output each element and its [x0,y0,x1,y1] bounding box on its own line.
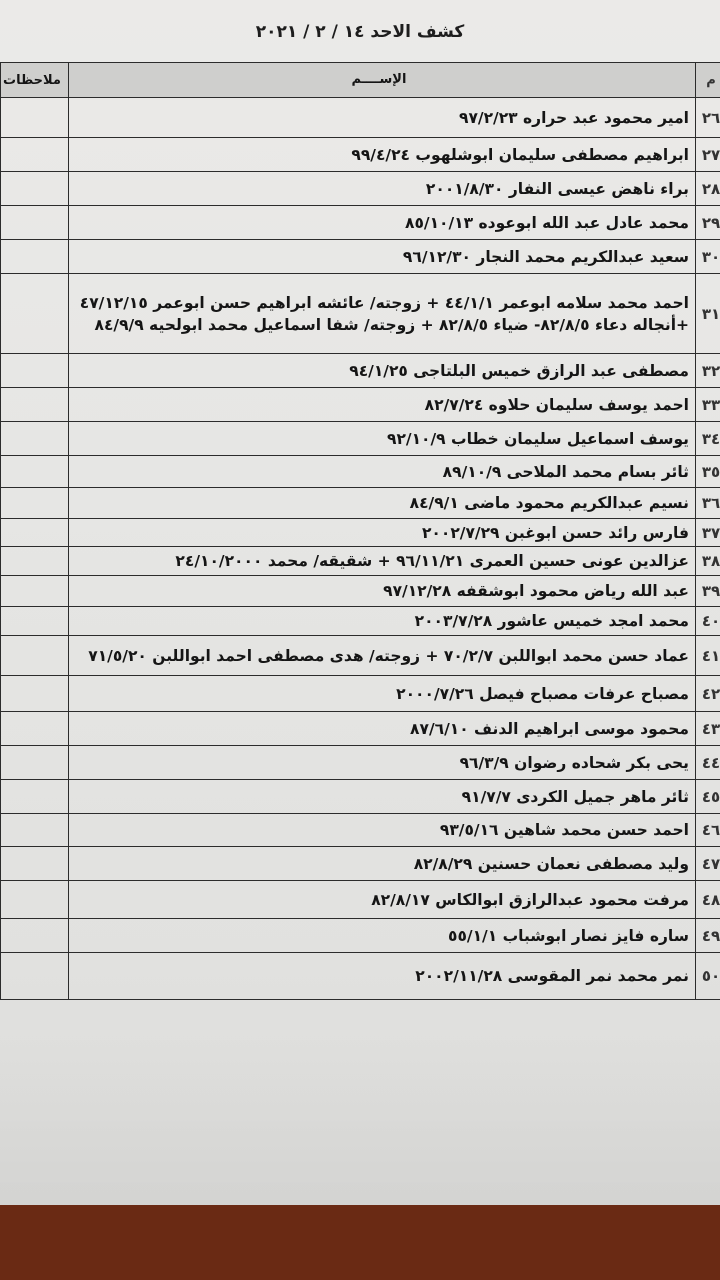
row-number: ٤٨ [696,881,720,919]
table-row [1,746,720,780]
table-row [1,814,720,847]
row-name: يحى بكر شحاده رضوان ٩٦/٣/٩ [69,746,696,780]
page-title: كشف الاحد ١٤ / ٢ / ٢٠٢١ [255,22,465,42]
row-name: نسيم عبدالكريم محمود ماضى ٨٤/٩/١ [69,488,696,519]
row-number: ٤٤ [696,746,720,780]
row-name: احمد محمد سلامه ابوعمر ٤٤/١/١ + زوجته/ عائشه ابراهيم حسن ابوعمر ٤٧/١٢/١٥ +أنجاله دعاء ٨٢/٨/٥- ضياء ٨٢/٨/٥ + زوجته/ شفا اسماعيل محمد ابولحيه ٨٤/٩/٩ [69,274,696,354]
row-number: ٣٣ [696,388,720,422]
row-notes [1,206,69,240]
table-row [1,98,720,138]
row-name: يوسف اسماعيل سليمان خطاب ٩٢/١٠/٩ [69,422,696,456]
row-notes [1,98,69,138]
row-number: ٣٤ [696,422,720,456]
row-notes [1,274,69,354]
row-number: ٤٣ [696,712,720,746]
table-row [1,576,720,607]
row-name: ثائر ماهر جميل الكردى ٩١/٧/٧ [69,780,696,814]
table-row [1,607,720,636]
row-notes [1,881,69,919]
row-name: مصطفى عبد الرازق خميس البلتاجى ٩٤/١/٢٥ [69,354,696,388]
row-notes [1,636,69,676]
row-number: ٢٦ [696,98,720,138]
row-name: وليد مصطفى نعمان حسنين ٨٢/٨/٢٩ [69,847,696,881]
row-notes [1,814,69,847]
row-name: عبد الله رياض محمود ابوشقفه ٩٧/١٢/٢٨ [69,576,696,607]
row-notes [1,519,69,547]
row-notes [1,354,69,388]
row-name: امير محمود عبد حراره ٩٧/٢/٢٣ [69,98,696,138]
table-row [1,488,720,519]
table-row [1,636,720,676]
row-number: ٣١ [696,274,720,354]
row-name: سعيد عبدالكريم محمد النجار ٩٦/١٢/٣٠ [69,240,696,274]
row-notes [1,240,69,274]
row-notes [1,456,69,488]
row-notes [1,780,69,814]
row-number: ٤٥ [696,780,720,814]
names-table [0,62,720,1000]
row-name: ساره فايز نصار ابوشباب ٥٥/١/١ [69,919,696,953]
row-name: عماد حسن محمد ابواللبن ٧٠/٢/٧ + زوجته/ هدى مصطفى احمد ابواللبن ٧١/٥/٢٠ [69,636,696,676]
row-number: ٢٧ [696,138,720,172]
row-name: براء ناهض عيسى النفار ٢٠٠١/٨/٣٠ [69,172,696,206]
row-name: فارس رائد حسن ابوغبن ٢٠٠٢/٧/٢٩ [69,519,696,547]
table-row [1,919,720,953]
row-notes [1,172,69,206]
row-number: ٤٧ [696,847,720,881]
table-row [1,519,720,547]
row-number: ٥٠ [696,953,720,1000]
table-row [1,240,720,274]
table-row [1,881,720,919]
row-number: ٢٩ [696,206,720,240]
row-name: ابراهيم مصطفى سليمان ابوشلهوب ٩٩/٤/٢٤ [69,138,696,172]
row-name: محمود موسى ابراهيم الدنف ٨٧/٦/١٠ [69,712,696,746]
row-number: ٣٢ [696,354,720,388]
row-number: ٣٩ [696,576,720,607]
row-notes [1,676,69,712]
row-name: احمد يوسف سليمان حلاوه ٨٢/٧/٢٤ [69,388,696,422]
row-name: محمد عادل عبد الله ابوعوده ٨٥/١٠/١٣ [69,206,696,240]
table-header-row [1,63,720,98]
column-header-notes: ملاحظات [1,63,69,98]
row-number: ٤١ [696,636,720,676]
row-notes [1,138,69,172]
row-number: ٣٦ [696,488,720,519]
row-notes [1,422,69,456]
table-row [1,354,720,388]
row-name: احمد حسن محمد شاهين ٩٣/٥/١٦ [69,814,696,847]
table-row [1,422,720,456]
table-row [1,712,720,746]
row-name: محمد امجد خميس عاشور ٢٠٠٣/٧/٢٨ [69,607,696,636]
row-number: ٣٨ [696,547,720,576]
row-notes [1,712,69,746]
paper-shadow [0,1030,720,1205]
row-number: ٣٧ [696,519,720,547]
table-row [1,953,720,1000]
table-row [1,274,720,354]
table-row [1,847,720,881]
row-number: ٤٢ [696,676,720,712]
column-header-number: م [696,63,720,98]
table-row [1,456,720,488]
row-number: ٤٦ [696,814,720,847]
table-row [1,388,720,422]
table-row [1,780,720,814]
row-notes [1,746,69,780]
row-name: ثائر بسام محمد الملاحى ٨٩/١٠/٩ [69,456,696,488]
table-row [1,172,720,206]
row-number: ٢٨ [696,172,720,206]
row-notes [1,388,69,422]
row-notes [1,847,69,881]
row-notes [1,488,69,519]
row-number: ٤٩ [696,919,720,953]
row-name: عزالدين عونى حسين العمرى ٩٦/١١/٢١ + شقيقه/ محمد ٢٤/١٠/٢٠٠٠ [69,547,696,576]
column-header-name: الإســــم [69,63,696,98]
row-name: نمر محمد نمر المقوسى ٢٠٠٢/١١/٢٨ [69,953,696,1000]
row-name: مرفت محمود عبدالرازق ابوالكاس ٨٢/٨/١٧ [69,881,696,919]
table-row [1,206,720,240]
row-notes [1,919,69,953]
row-notes [1,607,69,636]
table-row [1,547,720,576]
row-notes [1,953,69,1000]
row-notes [1,547,69,576]
row-notes [1,576,69,607]
row-name: مصباح عرفات مصباح فيصل ٢٠٠٠/٧/٢٦ [69,676,696,712]
row-number: ٣٥ [696,456,720,488]
table-row [1,676,720,712]
table-row [1,138,720,172]
row-number: ٣٠ [696,240,720,274]
row-number: ٤٠ [696,607,720,636]
